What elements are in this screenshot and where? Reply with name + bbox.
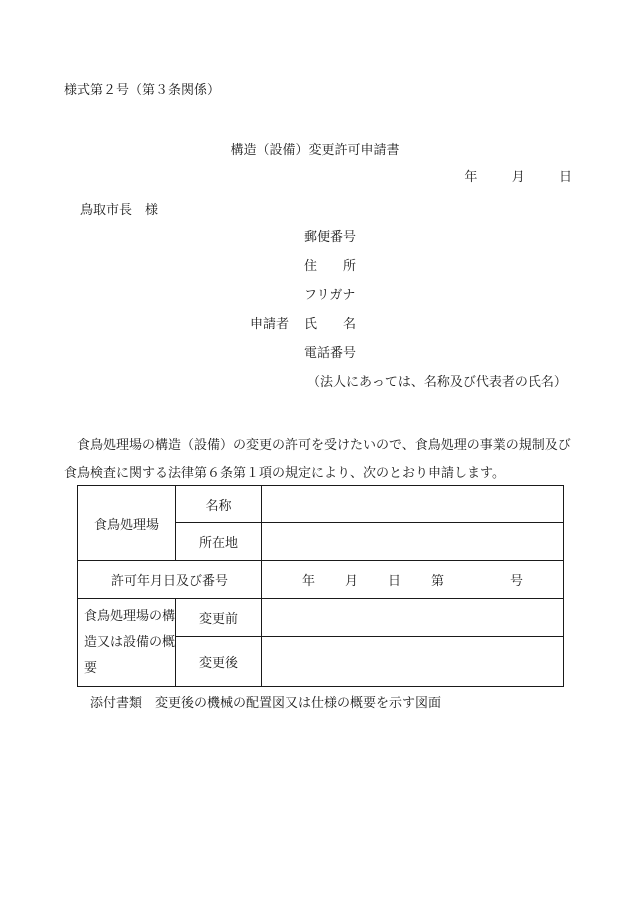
outline-label: 食鳥処理場の構造又は設備の概要 (78, 599, 176, 687)
location-field-value[interactable] (262, 523, 564, 561)
permit-year: 年 (301, 574, 315, 589)
attachment-note: 添付書類 変更後の機械の配置図又は仕様の概要を示す図面 (90, 696, 442, 711)
facility-label: 食鳥処理場 (78, 486, 176, 561)
address-label: 住 所 (304, 259, 357, 274)
form-number: 様式第２号（第３条関係） (64, 83, 221, 98)
after-change-value[interactable] (262, 637, 564, 687)
phone-label: 電話番号 (304, 346, 357, 361)
before-change-label: 変更前 (176, 599, 262, 637)
furigana-label: フリガナ (304, 288, 356, 303)
permit-field-value[interactable] (262, 561, 564, 599)
permit-number-prefix: 第 (431, 574, 445, 589)
permit-label: 許可年月日及び番号 (78, 561, 262, 599)
body-text: 食鳥処理場の構造（設備）の変更の許可を受けたいので、食鳥処理の事業の規制及び食鳥検査に関する法律第６条第１項の規定により、次のとおり申請します。 (64, 438, 571, 481)
date-line (464, 171, 572, 184)
before-change-value[interactable] (262, 599, 564, 637)
document-title: 構造（設備）変更許可申請書 (230, 143, 400, 158)
application-table (77, 485, 564, 687)
addressee: 鳥取市長 様 (80, 203, 159, 218)
postal-code-label: 郵便番号 (304, 230, 357, 245)
date-year: 年 (464, 170, 478, 185)
name-label: 氏 名 (304, 317, 357, 332)
permit-month: 月 (344, 574, 358, 589)
corporate-note: （法人にあっては、名称及び代表者の氏名） (307, 375, 567, 390)
applicant-label: 申請者 (250, 317, 290, 332)
permit-day: 日 (387, 574, 401, 589)
after-change-label: 変更後 (176, 637, 262, 687)
name-field-value[interactable] (262, 486, 564, 523)
date-day: 日 (558, 170, 572, 185)
name-field-label: 名称 (176, 486, 262, 523)
location-field-label: 所在地 (176, 523, 262, 561)
date-month: 月 (511, 170, 525, 185)
permit-number-suffix: 号 (510, 574, 524, 589)
